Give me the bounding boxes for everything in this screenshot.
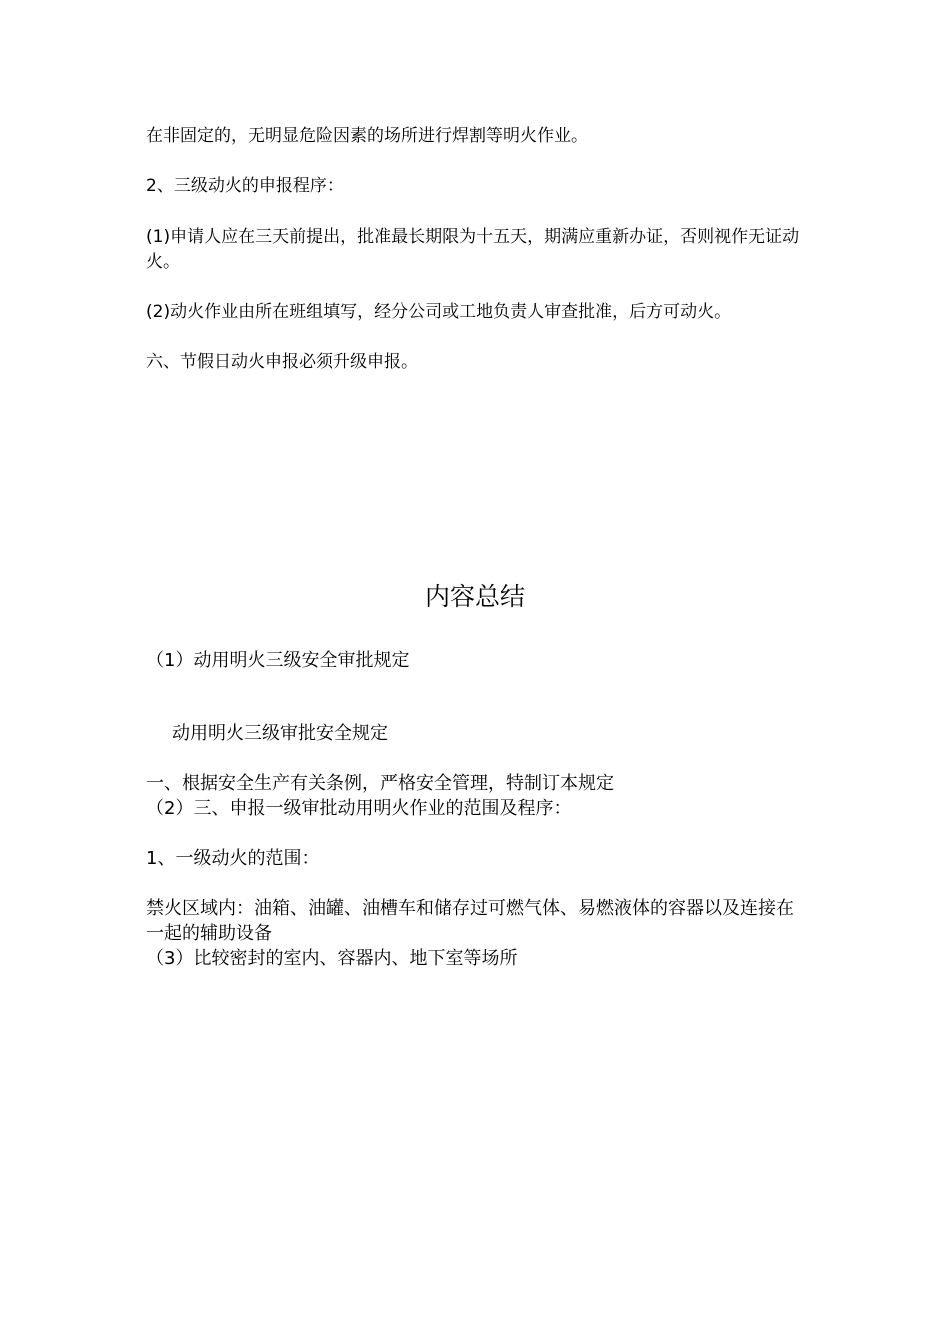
- summary-item-6: 禁火区域内：油箱、油罐、油槽车和储存过可燃气体、易燃液体的容器以及连接在一起的辅助设备: [146, 898, 794, 944]
- summary-item-2: 动用明火三级审批安全规定: [172, 723, 388, 744]
- paragraph-approval-process: (2)动火作业由所在班组填写，经分公司或工地负责人审查批准，后方可动火。: [146, 302, 732, 322]
- paragraph-level3-procedure-heading: 2、三级动火的申报程序：: [146, 176, 344, 196]
- summary-item-7: （3）比较密封的室内、容器内、地下室等场所: [146, 948, 518, 969]
- summary-title: 内容总结: [424, 582, 525, 611]
- summary-item-4: （2）三、申报一级审批动用明火作业的范围及程序：: [146, 798, 572, 819]
- summary-item-5: 1、一级动火的范围：: [146, 848, 320, 869]
- summary-item-1: （1）动用明火三级安全审批规定: [146, 650, 410, 671]
- paragraph-holiday-rule: 六、节假日动火申报必须升级申报。: [146, 352, 418, 372]
- paragraph-fire-work-location: 在非固定的，无明显危险因素的场所进行焊割等明火作业。: [146, 126, 588, 146]
- paragraph-application-deadline: (1)申请人应在三天前提出，批准最长期限为十五天，期满应重新办证，否则视作无证动火。: [146, 227, 800, 272]
- summary-item-3: 一、根据安全生产有关条例，严格安全管理，特制订本规定: [146, 773, 614, 794]
